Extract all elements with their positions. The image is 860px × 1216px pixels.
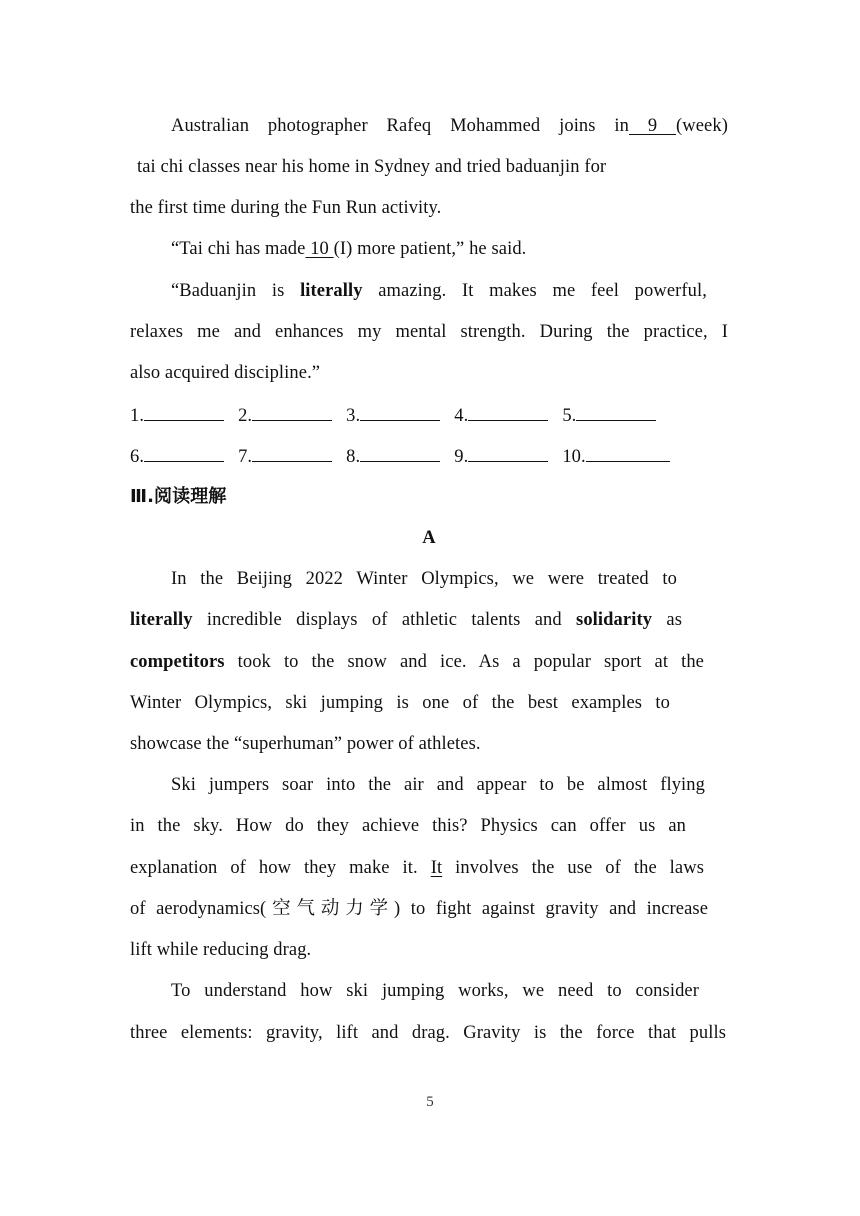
text-line: tai chi classes near his home in Sydney and tried baduanjin for [137,157,607,177]
answer-row [130,443,728,467]
text-line: competitors took to the snow and ice. As a popular sport at the [130,652,704,672]
text-line: also acquired discipline.” [130,363,321,383]
answer-item: 5. [562,402,656,428]
underlined-it: It [430,858,443,878]
answer-item: 6. [130,443,224,469]
text-line: showcase the “superhuman” power of athletes. [130,734,481,754]
text-line: “Tai chi has made 10 (I) more patient,” he said. [171,239,527,259]
blank-10: 10 [305,239,334,259]
answer-blank[interactable] [360,443,440,462]
answer-blank[interactable] [468,402,548,421]
text-line: Winter Olympics, ski jumping is one of the best examples to [130,693,670,713]
text-line: three elements: gravity, lift and drag. Gravity is the force that pulls [130,1023,726,1043]
answer-item: 10. [562,443,669,469]
answer-item: 2. [238,402,332,428]
text-line: of aerodynamics(空气动力学) to fight against gravity and increase [130,899,708,919]
answer-item: 8. [346,443,440,469]
answer-blank[interactable] [468,443,548,462]
text-line: In the Beijing 2022 Winter Olympics, we were treated to [171,569,677,589]
text-line: To understand how ski jumping works, we need to consider [171,981,699,1001]
answer-item: 7. [238,443,332,469]
answer-item: 9. [454,443,548,469]
section-title: Ⅲ.阅读理解 [130,486,227,507]
answer-blank[interactable] [144,443,224,462]
answer-item: 3. [346,402,440,428]
text-line: explanation of how they make it. It involves the use of the laws [130,858,704,878]
answer-blank[interactable] [586,443,670,462]
answer-row [130,402,728,426]
text-line: the first time during the Fun Run activity. [130,198,442,218]
blank-9: 9 [629,116,677,136]
answer-blank[interactable] [252,443,332,462]
text-line: Australian photographer Rafeq Mohammed joins in 9 (week) [171,116,728,136]
answer-blank[interactable] [252,402,332,421]
answer-item: 1. [130,402,224,428]
text-line: literally incredible displays of athletic talents and solidarity as [130,610,682,630]
text-line: in the sky. How do they achieve this? Physics can offer us an [130,816,686,836]
text-line: relaxes me and enhances my mental strength. During the practice, I [130,322,728,342]
answer-blank[interactable] [144,402,224,421]
text-line: Ski jumpers soar into the air and appear to be almost flying [171,775,705,795]
answer-item: 4. [454,402,548,428]
page-number: 5 [426,1094,434,1110]
passage-label: A [422,528,436,548]
text-line: “Baduanjin is literally amazing. It makes me feel powerful, [171,281,707,301]
answer-blank[interactable] [576,402,656,421]
answer-blank[interactable] [360,402,440,421]
text-line: lift while reducing drag. [130,940,312,960]
